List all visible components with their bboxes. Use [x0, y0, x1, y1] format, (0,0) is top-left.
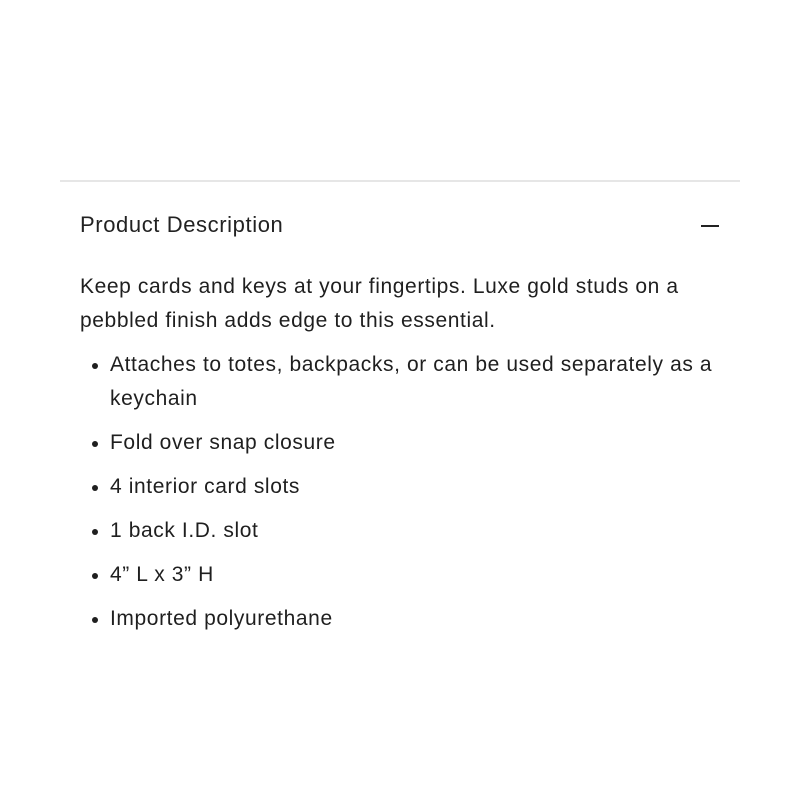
- list-item: [110, 426, 720, 460]
- feature-list: [80, 348, 720, 636]
- list-item: [110, 602, 720, 636]
- list-item: [110, 558, 720, 592]
- bullet-icon: [92, 441, 98, 447]
- list-item: [110, 514, 720, 548]
- feature-text: 4 interior card slots: [110, 475, 301, 498]
- feature-text: Fold over snap closure: [110, 431, 336, 454]
- bullet-icon: [92, 529, 98, 535]
- accordion-title: Product Description: [80, 212, 284, 237]
- feature-text: 4” L x 3” H: [110, 563, 214, 586]
- bullet-icon: [92, 617, 98, 623]
- accordion-body: [60, 270, 740, 636]
- bullet-icon: [92, 485, 98, 491]
- product-description-accordion: [60, 180, 740, 646]
- feature-text: Attaches to totes, backpacks, or can be used separately as a keychain: [110, 353, 713, 410]
- list-item: [110, 348, 720, 416]
- feature-text: 1 back I.D. slot: [110, 519, 259, 542]
- list-item: [110, 470, 720, 504]
- product-description-text: Keep cards and keys at your fingertips. Luxe gold studs on a pebbled finish adds edge to this essential.: [80, 275, 679, 332]
- feature-text: Imported polyurethane: [110, 607, 333, 630]
- minus-icon[interactable]: [700, 216, 720, 236]
- bullet-icon: [92, 363, 98, 369]
- accordion-header[interactable]: [60, 182, 740, 270]
- bullet-icon: [92, 573, 98, 579]
